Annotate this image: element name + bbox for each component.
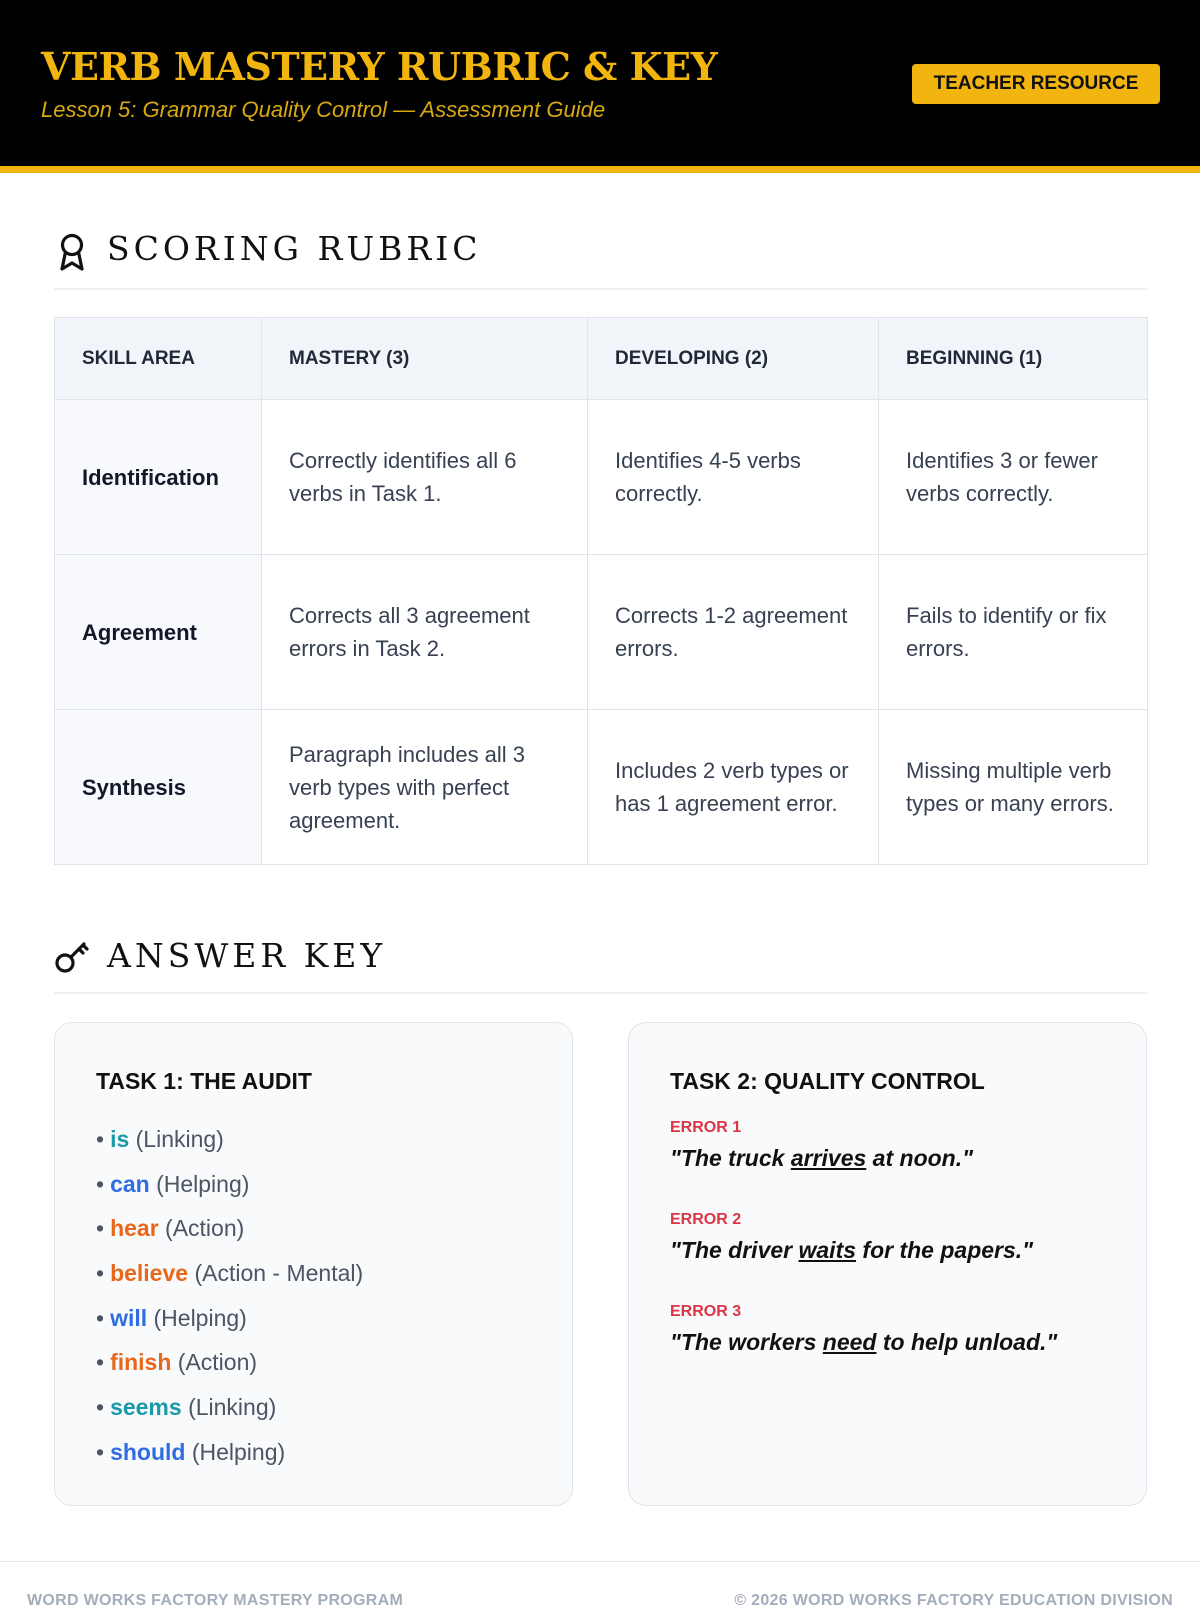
award-ribbon-icon (54, 232, 88, 272)
list-item (96, 1251, 363, 1296)
sentence-start: "The driver (670, 1237, 799, 1263)
beginning-cell: Fails to identify or fix errors. (879, 555, 1148, 710)
bullet: • (96, 1394, 105, 1421)
verb-type: (Linking) (188, 1394, 277, 1421)
bullet: • (96, 1260, 105, 1287)
page-header (0, 0, 1200, 173)
verb-type: (Helping) (156, 1170, 250, 1197)
list-item (96, 1385, 363, 1430)
corrected-sentence (670, 1329, 1057, 1356)
verb-type: (Action) (165, 1215, 245, 1242)
section-title: ANSWER KEY (107, 936, 387, 975)
verb-type: (Helping) (191, 1438, 286, 1465)
column-header: DEVELOPING (2) (588, 318, 879, 400)
beginning-cell: Missing multiple verb types or many errors. (879, 710, 1148, 865)
sentence-start: "The truck (670, 1145, 791, 1171)
error-label: ERROR 2 (670, 1211, 742, 1228)
verb-word: should (110, 1438, 186, 1465)
mastery-cell: Corrects all 3 agreement errors in Task 2. (262, 555, 588, 710)
task2-title: TASK 2: QUALITY CONTROL (670, 1068, 985, 1094)
bullet: • (96, 1170, 105, 1197)
verb-word: finish (110, 1349, 172, 1376)
developing-cell: Corrects 1-2 agreement errors. (588, 555, 879, 710)
sentence-end: for the papers." (856, 1237, 1034, 1263)
page-footer (0, 1561, 1200, 1609)
bullet: • (96, 1304, 105, 1331)
task1-answer-card (54, 1022, 573, 1506)
corrected-verb: waits (798, 1237, 857, 1263)
answer-key-heading (54, 929, 1147, 994)
verb-word: will (110, 1304, 148, 1331)
task2-answer-card (628, 1022, 1147, 1506)
verb-word: can (110, 1170, 150, 1197)
developing-cell: Identifies 4-5 verbs correctly. (588, 400, 879, 555)
sentence-end: at noon." (866, 1145, 974, 1171)
table-row (55, 555, 1148, 710)
list-item (96, 1296, 363, 1341)
page-title: VERB MASTERY RUBRIC & KEY (41, 44, 718, 89)
verb-word: hear (110, 1215, 159, 1242)
skill-area-cell: Agreement (55, 555, 262, 710)
verb-type: (Action) (177, 1349, 258, 1376)
sentence-start: "The workers (670, 1329, 823, 1355)
table-row (55, 400, 1148, 555)
footer-copyright: © 2026 WORD WORKS FACTORY EDUCATION DIVISION (734, 1592, 1173, 1609)
mastery-cell: Paragraph includes all 3 verb types with perfect agreement. (262, 710, 588, 865)
verb-word: seems (110, 1394, 182, 1421)
corrected-verb: arrives (790, 1145, 867, 1171)
verb-word: is (110, 1126, 130, 1152)
teacher-resource-badge: TEACHER RESOURCE (912, 64, 1160, 104)
verb-list (96, 1117, 363, 1475)
error-label: ERROR 1 (670, 1119, 742, 1136)
beginning-cell: Identifies 3 or fewer verbs correctly. (879, 400, 1148, 555)
sentence-end: to help unload." (876, 1329, 1058, 1355)
bullet: • (96, 1349, 105, 1376)
developing-cell: Includes 2 verb types or has 1 agreement error. (588, 710, 879, 865)
column-header: SKILL AREA (55, 318, 262, 400)
list-item (96, 1162, 363, 1207)
list-item (96, 1430, 363, 1475)
list-item (96, 1206, 363, 1251)
verb-type: (Action - Mental) (194, 1260, 364, 1287)
column-header: MASTERY (3) (262, 318, 588, 400)
section-title: SCORING RUBRIC (107, 229, 482, 268)
table-row (55, 710, 1148, 865)
scoring-rubric-table (54, 317, 1148, 865)
verb-type: (Helping) (153, 1304, 247, 1331)
corrected-verb: need (822, 1329, 877, 1355)
skill-area-cell: Synthesis (55, 710, 262, 865)
error-label: ERROR 3 (670, 1303, 742, 1320)
column-header: BEGINNING (1) (879, 318, 1148, 400)
verb-word: believe (110, 1260, 189, 1287)
skill-area-cell: Identification (55, 400, 262, 555)
corrected-sentence (670, 1145, 973, 1172)
corrected-sentence (670, 1237, 1033, 1264)
bullet: • (96, 1438, 105, 1465)
table-header-row (55, 318, 1148, 400)
footer-program-name: WORD WORKS FACTORY MASTERY PROGRAM (27, 1592, 404, 1609)
bullet: • (96, 1126, 105, 1152)
scoring-rubric-heading (54, 224, 1147, 290)
mastery-cell: Correctly identifies all 6 verbs in Task 1. (262, 400, 588, 555)
page-subtitle: Lesson 5: Grammar Quality Control — Assessment Guide (41, 97, 606, 122)
list-item (96, 1340, 363, 1385)
key-icon (54, 937, 92, 975)
task1-title: TASK 1: THE AUDIT (96, 1068, 312, 1094)
bullet: • (96, 1215, 105, 1242)
list-item (96, 1117, 363, 1162)
verb-type: (Linking) (135, 1126, 224, 1152)
